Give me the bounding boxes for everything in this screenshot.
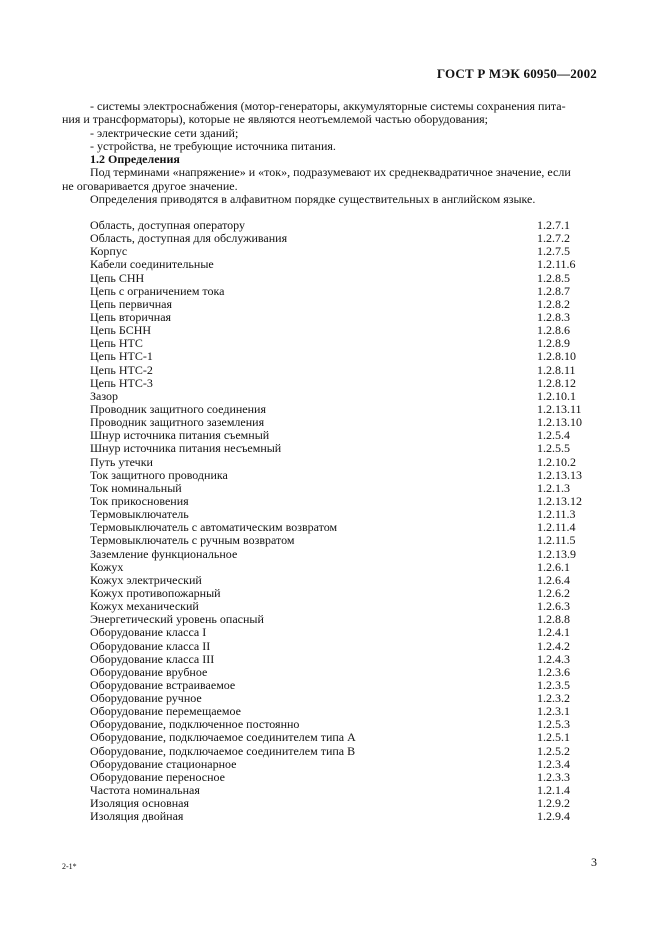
term-row <box>90 285 610 298</box>
term-name: Зазор <box>90 388 119 403</box>
term-ref: 1.2.3.4 <box>537 756 570 771</box>
term-name: Изоляция основная <box>90 796 190 811</box>
term-row <box>90 626 610 639</box>
term-row <box>90 810 610 823</box>
section-title: 1.2 Определения <box>90 152 180 167</box>
term-name: Корпус <box>90 244 128 259</box>
term-row <box>90 482 610 495</box>
term-ref: 1.2.5.5 <box>537 441 570 456</box>
terms-index-table <box>90 219 610 823</box>
term-row <box>90 324 610 337</box>
term-name: Шнур источника питания съемный <box>90 428 270 443</box>
term-row <box>90 311 610 324</box>
term-name: Путь утечки <box>90 454 153 469</box>
term-name: Кожух <box>90 559 124 574</box>
term-name: Термовыключатель <box>90 507 189 522</box>
term-name: Проводник защитного заземления <box>90 415 265 430</box>
term-name: Кожух противопожарный <box>90 585 221 600</box>
term-name: Проводник защитного соединения <box>90 401 266 416</box>
term-ref: 1.2.8.12 <box>537 375 576 390</box>
standard-code-header: ГОСТ Р МЭК 60950—2002 <box>436 66 597 81</box>
term-ref: 1.2.5.2 <box>537 743 570 758</box>
definitions-text-line-3: Определения приводятся в алфавитном порядке существительных в английском языке. <box>90 192 536 207</box>
term-ref: 1.2.11.4 <box>537 520 576 535</box>
term-ref: 1.2.7.1 <box>537 218 570 232</box>
term-name: Оборудование стационарное <box>90 756 237 771</box>
term-name: Область, доступная оператору <box>90 218 246 232</box>
term-name: Ток номинальный <box>90 480 182 495</box>
term-name: Шнур источника питания несъемный <box>90 441 282 456</box>
term-name: Частота номинальная <box>90 783 200 798</box>
term-row <box>90 534 610 547</box>
term-row <box>90 731 610 744</box>
term-ref: 1.2.5.3 <box>537 717 570 732</box>
intro-list <box>62 100 602 206</box>
term-ref: 1.2.3.3 <box>537 769 570 784</box>
term-name: Цепь первичная <box>90 296 173 311</box>
term-name: Термовыключатель с автоматическим возвратом <box>90 520 338 535</box>
term-row <box>90 745 610 758</box>
term-ref: 1.2.8.3 <box>537 309 570 324</box>
term-name: Ток прикосновения <box>90 493 189 508</box>
term-ref: 1.2.11.6 <box>537 257 576 272</box>
term-name: Оборудование, подключаемое соединителем типа В <box>90 743 356 758</box>
term-name: Оборудование ручное <box>90 691 202 706</box>
term-name: Цепь НТС-3 <box>90 375 153 390</box>
term-row <box>90 442 610 455</box>
term-name: Заземление функциональное <box>90 546 238 561</box>
term-name: Кабели соединительные <box>90 257 214 272</box>
term-ref: 1.2.4.2 <box>537 638 570 653</box>
term-ref: 1.2.3.6 <box>537 664 570 679</box>
term-row <box>90 298 610 311</box>
term-ref: 1.2.13.13 <box>537 467 582 482</box>
term-row <box>90 377 610 390</box>
term-row <box>90 390 610 403</box>
term-ref: 1.2.8.5 <box>537 270 570 285</box>
term-row <box>90 337 610 350</box>
term-row <box>90 640 610 653</box>
term-ref: 1.2.5.4 <box>537 428 570 443</box>
term-row <box>90 350 610 363</box>
term-name: Оборудование переносное <box>90 769 225 784</box>
term-name: Оборудование класса III <box>90 651 215 666</box>
term-ref: 1.2.3.5 <box>537 677 570 692</box>
term-ref: 1.2.6.3 <box>537 599 570 614</box>
term-name: Ток защитного проводника <box>90 467 228 482</box>
term-ref: 1.2.8.9 <box>537 336 570 351</box>
term-name: Оборудование врубное <box>90 664 208 679</box>
term-ref: 1.2.7.5 <box>537 244 570 259</box>
term-ref: 1.2.3.2 <box>537 691 570 706</box>
term-name: Оборудование перемещаемое <box>90 704 241 719</box>
term-name: Изоляция двойная <box>90 809 184 824</box>
term-ref: 1.2.4.1 <box>537 625 570 640</box>
term-ref: 1.2.8.7 <box>537 283 570 298</box>
intro-line-4: - устройства, не требующие источника питания. <box>90 138 336 153</box>
term-row <box>90 548 610 561</box>
term-row <box>90 258 610 271</box>
term-name: Цепь НТС <box>90 336 143 351</box>
term-row <box>90 272 610 285</box>
term-row <box>90 456 610 469</box>
term-name: Цепь БСНН <box>90 323 152 338</box>
term-name: Цепь вторичная <box>90 309 172 324</box>
term-row <box>90 232 610 245</box>
term-ref: 1.2.8.2 <box>537 296 570 311</box>
term-row <box>90 469 610 482</box>
term-ref: 1.2.8.10 <box>537 349 576 364</box>
intro-line-1: - системы электроснабжения (мотор-генераторы, аккумуляторные системы сохранения пита- <box>90 99 566 113</box>
term-ref: 1.2.3.1 <box>537 704 570 719</box>
term-ref: 1.2.5.1 <box>537 730 570 745</box>
term-ref: 1.2.6.1 <box>537 559 570 574</box>
term-name: Энергетический уровень опасный <box>90 612 264 627</box>
intro-line-2: ния и трансформаторы), которые не являются неотъемлемой частью оборудования; <box>62 112 489 127</box>
definitions-text-line-2: не оговаривается другое значение. <box>62 178 238 193</box>
term-name: Кожух электрический <box>90 572 202 587</box>
term-row <box>90 666 610 679</box>
term-row <box>90 653 610 666</box>
term-ref: 1.2.9.4 <box>537 809 570 824</box>
page-number: 3 <box>591 855 597 869</box>
term-ref: 1.2.13.11 <box>537 401 582 416</box>
term-name: Цепь с ограничением тока <box>90 283 225 298</box>
term-name: Оборудование встраиваемое <box>90 677 236 692</box>
term-name: Цепь НТС-1 <box>90 349 153 364</box>
term-name: Кожух механический <box>90 599 199 614</box>
term-ref: 1.2.8.11 <box>537 362 576 377</box>
term-ref: 1.2.8.6 <box>537 323 570 338</box>
term-name: Цепь СНН <box>90 270 145 285</box>
term-ref: 1.2.6.2 <box>537 585 570 600</box>
term-ref: 1.2.8.8 <box>537 612 570 627</box>
term-row <box>90 561 610 574</box>
intro-line-3: - электрические сети зданий; <box>90 125 239 140</box>
term-row <box>90 364 610 377</box>
term-name: Цепь НТС-2 <box>90 362 153 377</box>
term-ref: 1.2.13.10 <box>537 415 582 430</box>
term-name: Оборудование, подключенное постоянно <box>90 717 300 732</box>
term-ref: 1.2.4.3 <box>537 651 570 666</box>
term-name: Оборудование, подключаемое соединителем типа А <box>90 730 356 745</box>
term-name: Оборудование класса I <box>90 625 207 640</box>
term-ref: 1.2.13.9 <box>537 546 576 561</box>
term-row <box>90 758 610 771</box>
term-name: Термовыключатель с ручным возвратом <box>90 533 295 548</box>
term-ref: 1.2.7.2 <box>537 231 570 246</box>
term-ref: 1.2.10.1 <box>537 388 576 403</box>
term-ref: 1.2.9.2 <box>537 796 570 811</box>
term-ref: 1.2.13.12 <box>537 493 582 508</box>
term-name: Область, доступная для обслуживания <box>90 231 288 246</box>
term-ref: 1.2.1.3 <box>537 480 570 495</box>
term-ref: 1.2.6.4 <box>537 572 570 587</box>
term-ref: 1.2.1.4 <box>537 783 570 798</box>
term-ref: 1.2.11.3 <box>537 507 576 522</box>
term-name: Оборудование класса II <box>90 638 211 653</box>
term-row <box>90 574 610 587</box>
sheet-mark: 2-1* <box>62 862 77 871</box>
term-ref: 1.2.10.2 <box>537 454 576 469</box>
definitions-text-line-1: Под терминами «напряжение» и «ток», подразумевают их среднеквадратичное значение, если <box>90 165 571 180</box>
term-ref: 1.2.11.5 <box>537 533 576 548</box>
